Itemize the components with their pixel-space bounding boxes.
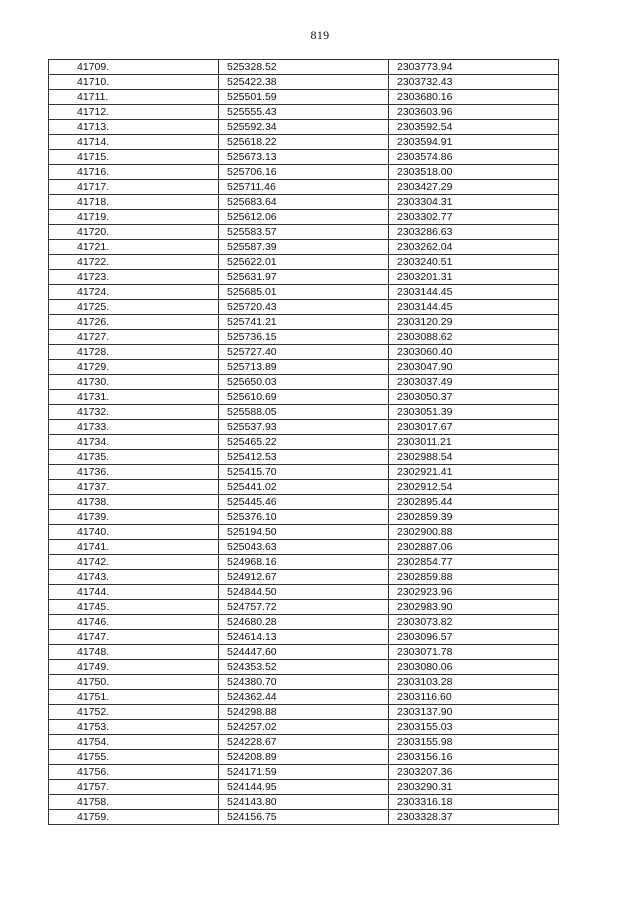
table-row — [49, 480, 559, 495]
x-coordinate-cell: 525685.01 — [219, 285, 389, 300]
table-row — [49, 570, 559, 585]
y-coordinate-cell: 2303518.00 — [389, 165, 559, 180]
y-coordinate-cell: 2303047.90 — [389, 360, 559, 375]
coordinates-table-body — [49, 60, 559, 825]
point-number-cell: 41740. — [49, 525, 219, 540]
x-coordinate-cell: 525445.46 — [219, 495, 389, 510]
y-coordinate-cell: 2303051.39 — [389, 405, 559, 420]
y-coordinate-cell: 2303156.16 — [389, 750, 559, 765]
table-row — [49, 75, 559, 90]
point-number-cell: 41727. — [49, 330, 219, 345]
x-coordinate-cell: 524353.52 — [219, 660, 389, 675]
x-coordinate-cell: 525622.01 — [219, 255, 389, 270]
point-number-cell: 41745. — [49, 600, 219, 615]
table-row — [49, 300, 559, 315]
point-number-cell: 41728. — [49, 345, 219, 360]
y-coordinate-cell: 2303037.49 — [389, 375, 559, 390]
point-number-cell: 41748. — [49, 645, 219, 660]
point-number-cell: 41735. — [49, 450, 219, 465]
x-coordinate-cell: 525631.97 — [219, 270, 389, 285]
point-number-cell: 41729. — [49, 360, 219, 375]
point-number-cell: 41717. — [49, 180, 219, 195]
table-row — [49, 60, 559, 75]
point-number-cell: 41714. — [49, 135, 219, 150]
x-coordinate-cell: 525465.22 — [219, 435, 389, 450]
x-coordinate-cell: 525592.34 — [219, 120, 389, 135]
table-row — [49, 465, 559, 480]
table-row — [49, 420, 559, 435]
y-coordinate-cell: 2302887.06 — [389, 540, 559, 555]
table-row — [49, 495, 559, 510]
table-row — [49, 780, 559, 795]
point-number-cell: 41741. — [49, 540, 219, 555]
x-coordinate-cell: 525650.03 — [219, 375, 389, 390]
point-number-cell: 41743. — [49, 570, 219, 585]
point-number-cell: 41750. — [49, 675, 219, 690]
point-number-cell: 41720. — [49, 225, 219, 240]
point-number-cell: 41752. — [49, 705, 219, 720]
x-coordinate-cell: 524156.75 — [219, 810, 389, 825]
y-coordinate-cell: 2303017.67 — [389, 420, 559, 435]
table-row — [49, 315, 559, 330]
x-coordinate-cell: 525713.89 — [219, 360, 389, 375]
table-row — [49, 585, 559, 600]
table-row — [49, 390, 559, 405]
table-row — [49, 240, 559, 255]
y-coordinate-cell: 2303290.31 — [389, 780, 559, 795]
x-coordinate-cell: 524757.72 — [219, 600, 389, 615]
table-row — [49, 345, 559, 360]
table-row — [49, 795, 559, 810]
y-coordinate-cell: 2303155.03 — [389, 720, 559, 735]
point-number-cell: 41713. — [49, 120, 219, 135]
x-coordinate-cell: 525376.10 — [219, 510, 389, 525]
y-coordinate-cell: 2302921.41 — [389, 465, 559, 480]
x-coordinate-cell: 524680.28 — [219, 615, 389, 630]
y-coordinate-cell: 2303262.04 — [389, 240, 559, 255]
point-number-cell: 41759. — [49, 810, 219, 825]
table-row — [49, 405, 559, 420]
table-row — [49, 615, 559, 630]
point-number-cell: 41755. — [49, 750, 219, 765]
x-coordinate-cell: 525194.50 — [219, 525, 389, 540]
table-row — [49, 330, 559, 345]
table-row — [49, 180, 559, 195]
point-number-cell: 41712. — [49, 105, 219, 120]
x-coordinate-cell: 524968.16 — [219, 555, 389, 570]
y-coordinate-cell: 2303144.45 — [389, 300, 559, 315]
y-coordinate-cell: 2302900.88 — [389, 525, 559, 540]
table-row — [49, 555, 559, 570]
x-coordinate-cell: 525711.46 — [219, 180, 389, 195]
y-coordinate-cell: 2303080.06 — [389, 660, 559, 675]
x-coordinate-cell: 525583.57 — [219, 225, 389, 240]
table-row — [49, 90, 559, 105]
table-row — [49, 375, 559, 390]
y-coordinate-cell: 2303120.29 — [389, 315, 559, 330]
point-number-cell: 41742. — [49, 555, 219, 570]
y-coordinate-cell: 2303286.63 — [389, 225, 559, 240]
x-coordinate-cell: 524208.89 — [219, 750, 389, 765]
table-row — [49, 225, 559, 240]
point-number-cell: 41731. — [49, 390, 219, 405]
table-row — [49, 690, 559, 705]
table-row — [49, 510, 559, 525]
y-coordinate-cell: 2303071.78 — [389, 645, 559, 660]
x-coordinate-cell: 525588.05 — [219, 405, 389, 420]
point-number-cell: 41733. — [49, 420, 219, 435]
x-coordinate-cell: 525501.59 — [219, 90, 389, 105]
point-number-cell: 41754. — [49, 735, 219, 750]
table-row — [49, 660, 559, 675]
y-coordinate-cell: 2303574.86 — [389, 150, 559, 165]
y-coordinate-cell: 2303773.94 — [389, 60, 559, 75]
x-coordinate-cell: 525412.53 — [219, 450, 389, 465]
x-coordinate-cell: 524257.02 — [219, 720, 389, 735]
table-row — [49, 630, 559, 645]
y-coordinate-cell: 2303201.31 — [389, 270, 559, 285]
point-number-cell: 41710. — [49, 75, 219, 90]
y-coordinate-cell: 2303088.62 — [389, 330, 559, 345]
x-coordinate-cell: 525043.63 — [219, 540, 389, 555]
point-number-cell: 41722. — [49, 255, 219, 270]
x-coordinate-cell: 525610.69 — [219, 390, 389, 405]
x-coordinate-cell: 524614.13 — [219, 630, 389, 645]
point-number-cell: 41744. — [49, 585, 219, 600]
point-number-cell: 41751. — [49, 690, 219, 705]
y-coordinate-cell: 2303603.96 — [389, 105, 559, 120]
x-coordinate-cell: 524844.50 — [219, 585, 389, 600]
table-row — [49, 735, 559, 750]
x-coordinate-cell: 524380.70 — [219, 675, 389, 690]
x-coordinate-cell: 525415.70 — [219, 465, 389, 480]
point-number-cell: 41723. — [49, 270, 219, 285]
point-number-cell: 41758. — [49, 795, 219, 810]
table-row — [49, 150, 559, 165]
point-number-cell: 41732. — [49, 405, 219, 420]
y-coordinate-cell: 2303316.18 — [389, 795, 559, 810]
point-number-cell: 41725. — [49, 300, 219, 315]
table-row — [49, 765, 559, 780]
table-row — [49, 435, 559, 450]
point-number-cell: 41746. — [49, 615, 219, 630]
point-number-cell: 41718. — [49, 195, 219, 210]
y-coordinate-cell: 2303060.40 — [389, 345, 559, 360]
table-row — [49, 705, 559, 720]
point-number-cell: 41753. — [49, 720, 219, 735]
point-number-cell: 41756. — [49, 765, 219, 780]
y-coordinate-cell: 2303304.31 — [389, 195, 559, 210]
table-row — [49, 285, 559, 300]
x-coordinate-cell: 525587.39 — [219, 240, 389, 255]
y-coordinate-cell: 2302923.96 — [389, 585, 559, 600]
table-row — [49, 255, 559, 270]
y-coordinate-cell: 2303137.90 — [389, 705, 559, 720]
y-coordinate-cell: 2302983.90 — [389, 600, 559, 615]
point-number-cell: 41749. — [49, 660, 219, 675]
table-row — [49, 120, 559, 135]
point-number-cell: 41738. — [49, 495, 219, 510]
y-coordinate-cell: 2303073.82 — [389, 615, 559, 630]
y-coordinate-cell: 2302895.44 — [389, 495, 559, 510]
y-coordinate-cell: 2303103.28 — [389, 675, 559, 690]
table-row — [49, 600, 559, 615]
point-number-cell: 41747. — [49, 630, 219, 645]
y-coordinate-cell: 2303592.54 — [389, 120, 559, 135]
y-coordinate-cell: 2303732.43 — [389, 75, 559, 90]
page-number: 819 — [310, 28, 330, 42]
x-coordinate-cell: 525328.52 — [219, 60, 389, 75]
point-number-cell: 41734. — [49, 435, 219, 450]
x-coordinate-cell: 525683.64 — [219, 195, 389, 210]
table-row — [49, 645, 559, 660]
y-coordinate-cell: 2303116.60 — [389, 690, 559, 705]
x-coordinate-cell: 525441.02 — [219, 480, 389, 495]
point-number-cell: 41716. — [49, 165, 219, 180]
table-row — [49, 210, 559, 225]
y-coordinate-cell: 2303427.29 — [389, 180, 559, 195]
table-row — [49, 195, 559, 210]
x-coordinate-cell: 524171.59 — [219, 765, 389, 780]
y-coordinate-cell: 2302912.54 — [389, 480, 559, 495]
x-coordinate-cell: 524298.88 — [219, 705, 389, 720]
x-coordinate-cell: 524912.67 — [219, 570, 389, 585]
table-row — [49, 525, 559, 540]
x-coordinate-cell: 525612.06 — [219, 210, 389, 225]
table-row — [49, 165, 559, 180]
coordinates-table — [48, 59, 559, 825]
y-coordinate-cell: 2303155.98 — [389, 735, 559, 750]
point-number-cell: 41757. — [49, 780, 219, 795]
point-number-cell: 41724. — [49, 285, 219, 300]
y-coordinate-cell: 2303594.91 — [389, 135, 559, 150]
y-coordinate-cell: 2303680.16 — [389, 90, 559, 105]
point-number-cell: 41715. — [49, 150, 219, 165]
x-coordinate-cell: 524362.44 — [219, 690, 389, 705]
point-number-cell: 41711. — [49, 90, 219, 105]
x-coordinate-cell: 524144.95 — [219, 780, 389, 795]
point-number-cell: 41726. — [49, 315, 219, 330]
y-coordinate-cell: 2303144.45 — [389, 285, 559, 300]
y-coordinate-cell: 2302988.54 — [389, 450, 559, 465]
y-coordinate-cell: 2303011.21 — [389, 435, 559, 450]
x-coordinate-cell: 525720.43 — [219, 300, 389, 315]
x-coordinate-cell: 525736.15 — [219, 330, 389, 345]
table-row — [49, 720, 559, 735]
point-number-cell: 41739. — [49, 510, 219, 525]
x-coordinate-cell: 525727.40 — [219, 345, 389, 360]
point-number-cell: 41709. — [49, 60, 219, 75]
table-row — [49, 675, 559, 690]
y-coordinate-cell: 2303207.36 — [389, 765, 559, 780]
y-coordinate-cell: 2302854.77 — [389, 555, 559, 570]
x-coordinate-cell: 524447.60 — [219, 645, 389, 660]
y-coordinate-cell: 2302859.88 — [389, 570, 559, 585]
point-number-cell: 41730. — [49, 375, 219, 390]
x-coordinate-cell: 525618.22 — [219, 135, 389, 150]
table-row — [49, 105, 559, 120]
point-number-cell: 41737. — [49, 480, 219, 495]
x-coordinate-cell: 525555.43 — [219, 105, 389, 120]
x-coordinate-cell: 525673.13 — [219, 150, 389, 165]
point-number-cell: 41721. — [49, 240, 219, 255]
table-row — [49, 270, 559, 285]
x-coordinate-cell: 525741.21 — [219, 315, 389, 330]
y-coordinate-cell: 2303050.37 — [389, 390, 559, 405]
table-row — [49, 540, 559, 555]
table-row — [49, 810, 559, 825]
x-coordinate-cell: 525422.38 — [219, 75, 389, 90]
y-coordinate-cell: 2303302.77 — [389, 210, 559, 225]
x-coordinate-cell: 524143.80 — [219, 795, 389, 810]
x-coordinate-cell: 524228.67 — [219, 735, 389, 750]
point-number-cell: 41719. — [49, 210, 219, 225]
y-coordinate-cell: 2302859.39 — [389, 510, 559, 525]
y-coordinate-cell: 2303240.51 — [389, 255, 559, 270]
y-coordinate-cell: 2303096.57 — [389, 630, 559, 645]
x-coordinate-cell: 525537.93 — [219, 420, 389, 435]
x-coordinate-cell: 525706.16 — [219, 165, 389, 180]
table-row — [49, 750, 559, 765]
point-number-cell: 41736. — [49, 465, 219, 480]
y-coordinate-cell: 2303328.37 — [389, 810, 559, 825]
table-row — [49, 450, 559, 465]
table-row — [49, 135, 559, 150]
table-row — [49, 360, 559, 375]
